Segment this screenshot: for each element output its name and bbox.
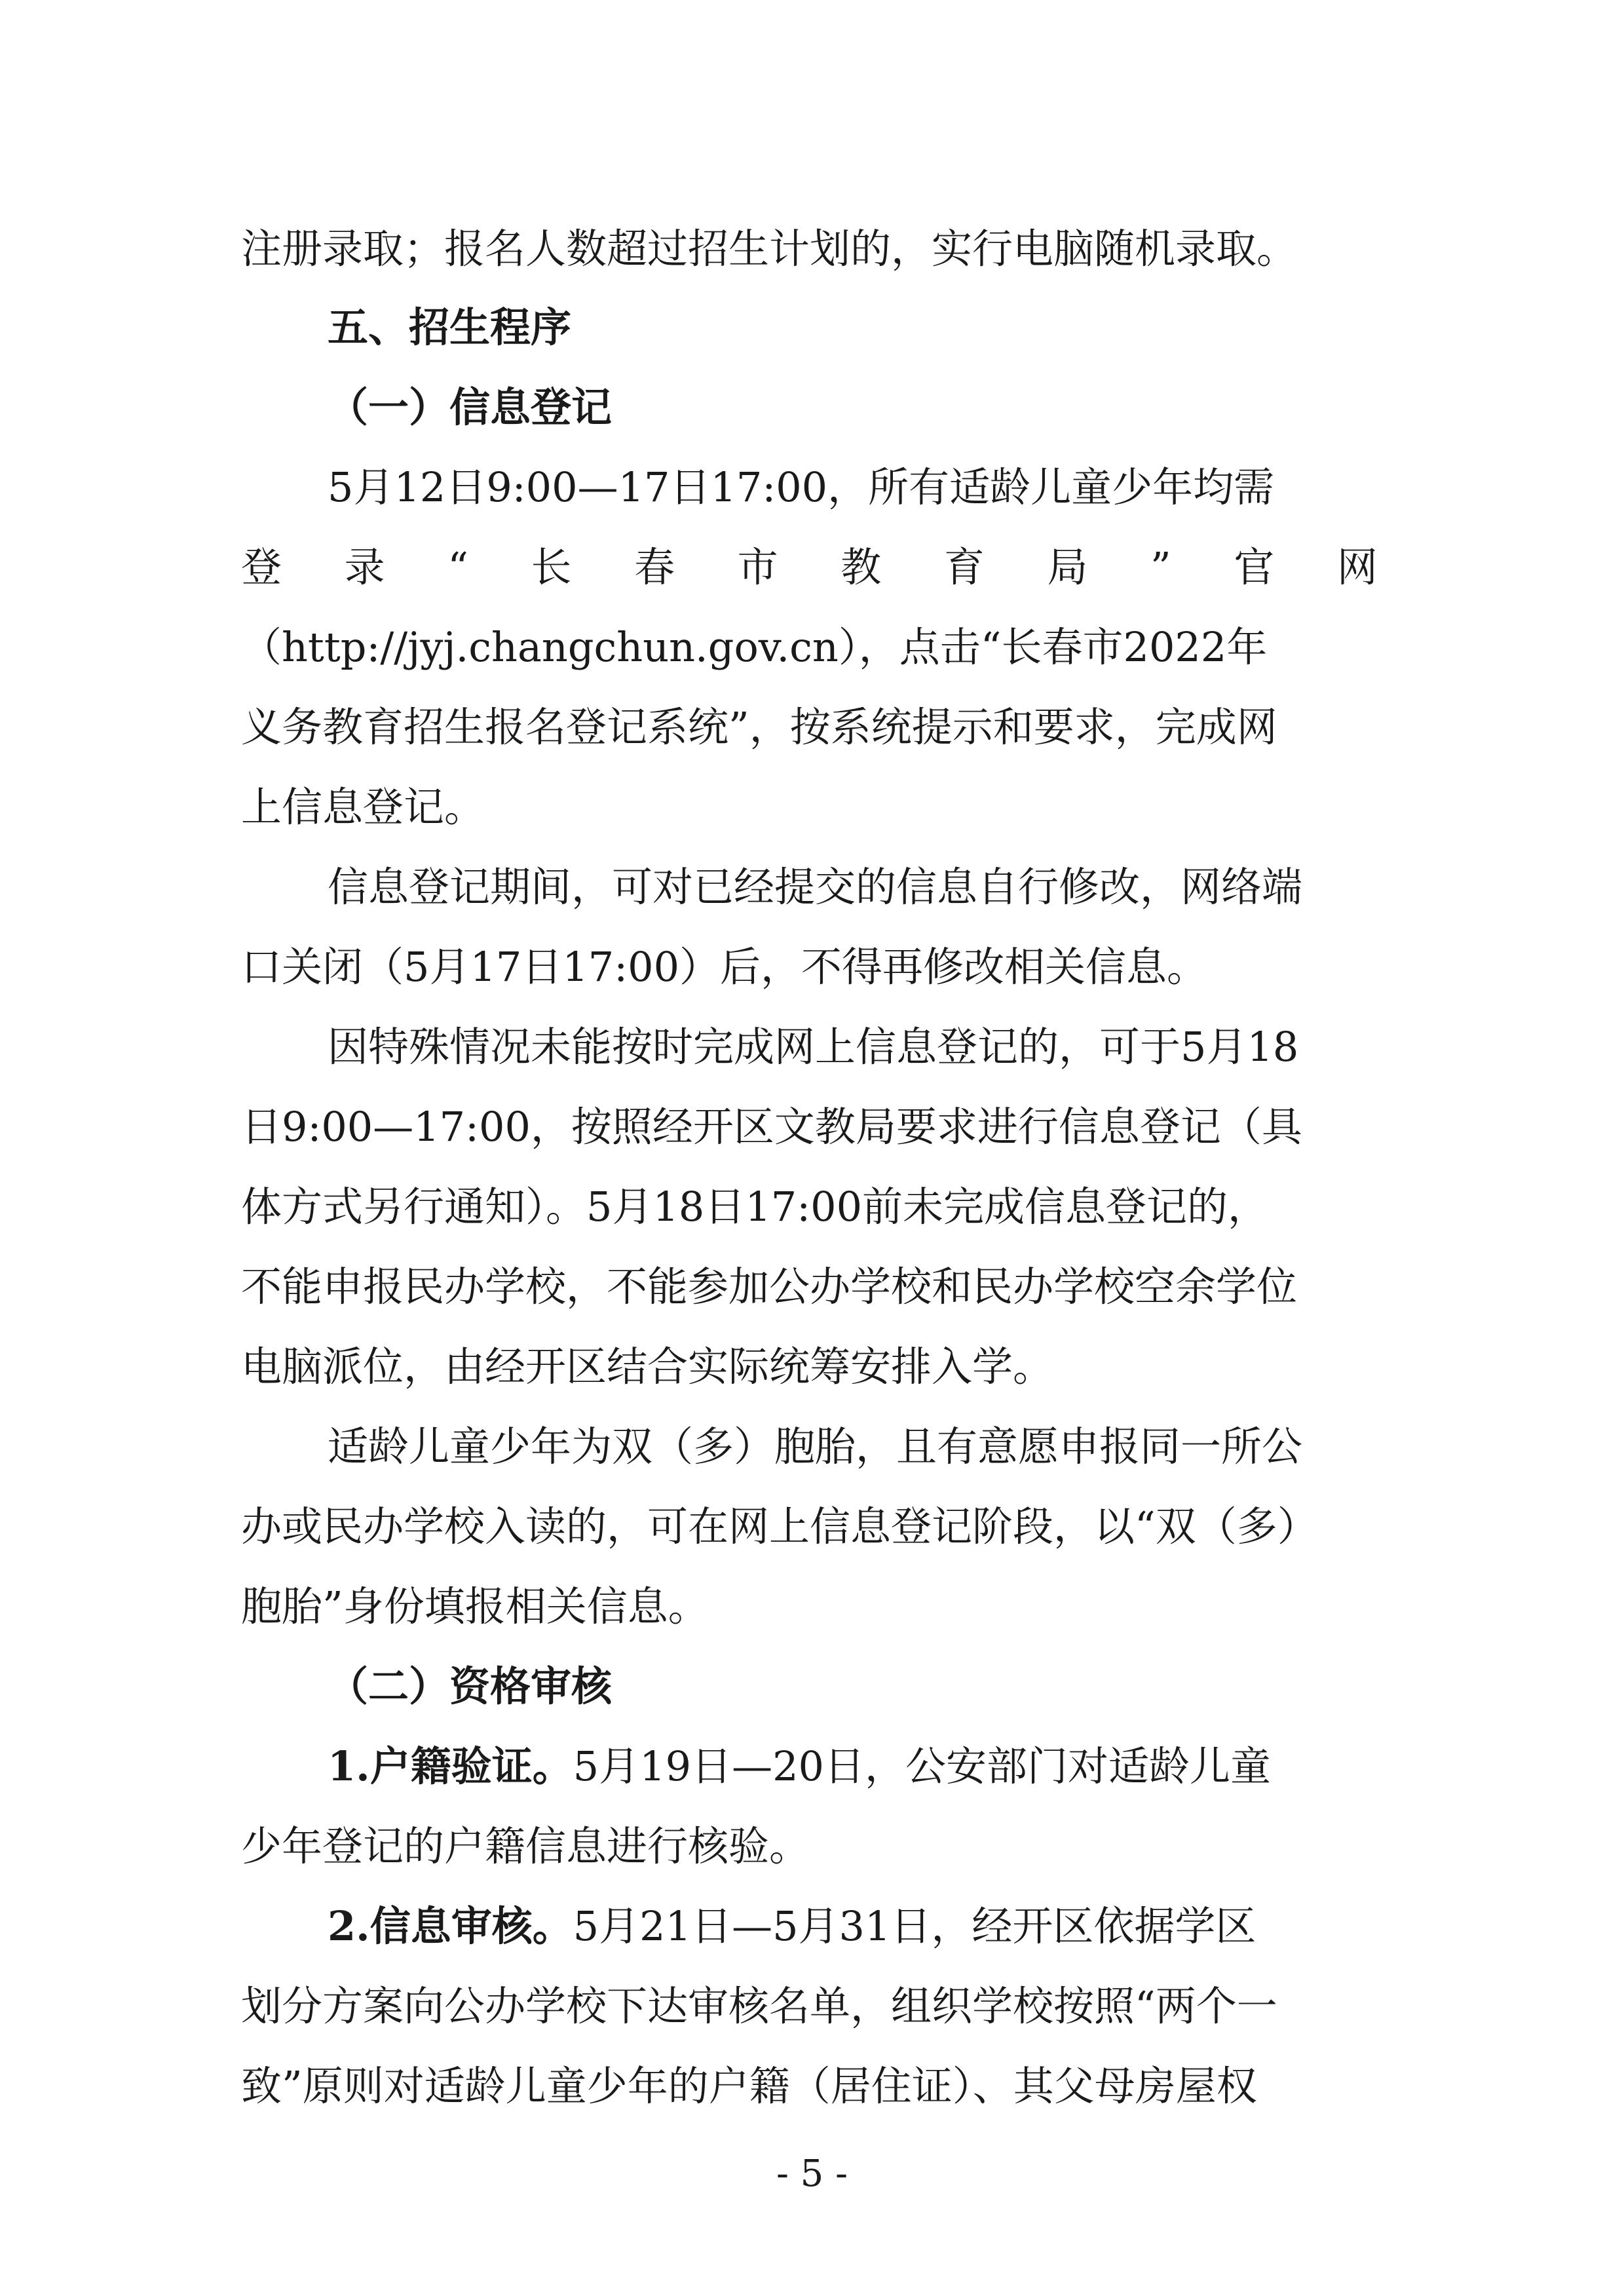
text-line: 少年登记的户籍信息进行核验。 [241,1822,810,1870]
text-line: 电脑派位，由经开区结合实际统筹安排入学。 [241,1343,1054,1390]
spaced-char: 官 [1234,543,1275,591]
text-line: 日9:00—17:00，按照经开区文教局要求进行信息登记（具 [241,1103,1302,1151]
text-line: （http://jyj.changchun.gov.cn），点击“长春市2022年 [241,623,1268,671]
spaced-char: 育 [943,543,985,591]
spaced-char: 网 [1336,543,1378,591]
text-line: 划分方案向公办学校下达审核名单，组织学校按照“两个一 [241,1982,1277,2030]
spaced-char: 长 [531,543,572,591]
spaced-char: 登 [241,543,282,591]
paragraph-first-line: 5月12日9:00—17日17:00，所有适龄儿童少年均需 [328,463,1275,511]
text-line: 上信息登记。 [241,783,485,831]
item-text: 5月21日—5月31日，经开区依据学区 [573,1902,1256,1950]
text-line: 致”原则对适龄儿童少年的户籍（居住证）、其父母房屋权 [241,2062,1257,2110]
item-title: 1.户籍验证。 [328,1742,573,1790]
paragraph-first-line: 信息登记期间，可对已经提交的信息自行修改，网络端 [328,863,1303,911]
subsection-heading: （一）信息登记 [328,383,613,431]
text-line: 体方式另行通知）。5月18日17:00前未完成信息登记的， [241,1183,1269,1231]
item-title: 2.信息审核。 [328,1902,573,1950]
item-text: 5月19日—20日，公安部门对适龄儿童 [573,1742,1271,1790]
spaced-char: 录 [344,543,385,591]
paragraph-first-line: 适龄儿童少年为双（多）胞胎，且有意愿申报同一所公 [328,1423,1303,1470]
spaced-char: ” [1150,543,1171,591]
spaced-char: 教 [840,543,882,591]
page-number: - 5 - [776,2152,848,2195]
subsection-heading: （二）资格审核 [328,1662,613,1710]
paragraph-first-line: 因特殊情况未能按时完成网上信息登记的，可于5月18 [328,1023,1299,1071]
numbered-item-first-line [328,1740,1378,1793]
text-line: 不能申报民办学校，不能参加公办学校和民办学校空余学位 [241,1263,1298,1311]
section-heading: 五、招生程序 [328,303,572,351]
spaced-char: 市 [737,543,778,591]
text-line: 注册录取；报名人数超过招生计划的，实行电脑随机录取。 [241,225,1298,273]
spaced-char: 局 [1047,543,1088,591]
text-line: 义务教育招生报名登记系统”，按系统提示和要求，完成网 [241,703,1277,751]
text-line: 办或民办学校入读的，可在网上信息登记阶段，以“双（多） [241,1502,1318,1550]
spaced-text-line [241,541,1378,594]
text-line: 口关闭（5月17日17:00）后，不得再修改相关信息。 [241,943,1208,991]
numbered-item-first-line [328,1900,1378,1953]
text-line: 胞胎”身份填报相关信息。 [241,1582,709,1630]
spaced-char: 春 [634,543,675,591]
spaced-char: “ [447,543,468,591]
